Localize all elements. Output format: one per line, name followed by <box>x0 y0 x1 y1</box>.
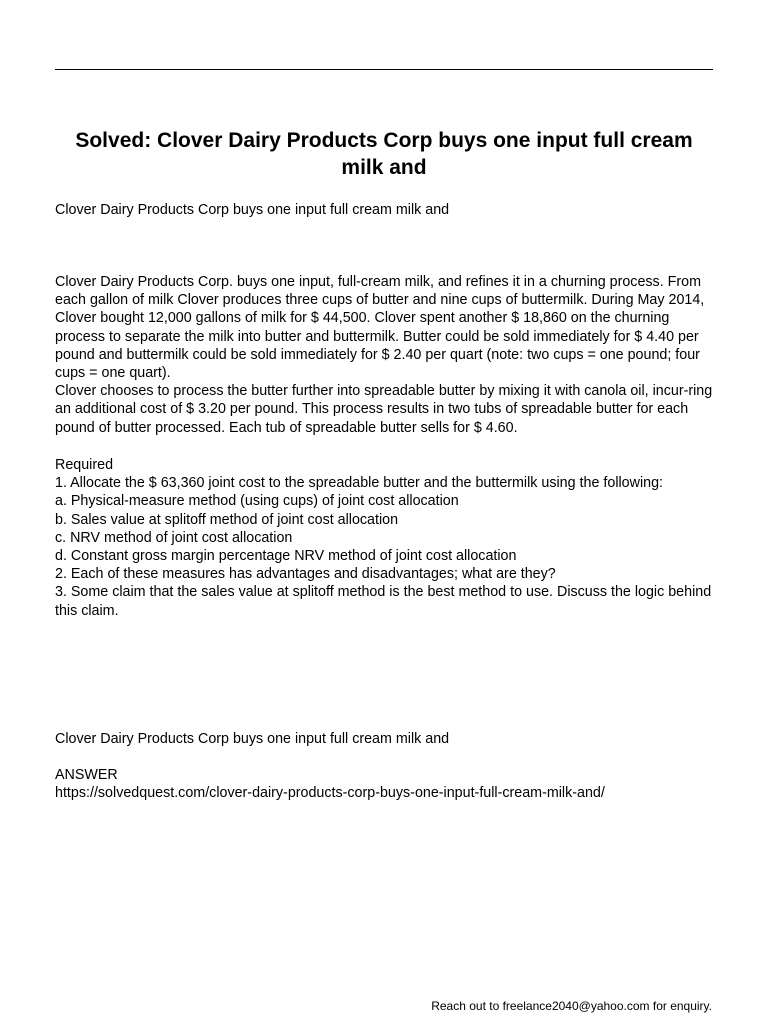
answer-link[interactable]: https://solvedquest.com/clover-dairy-products-corp-buys-one-input-full-cream-milk-and/ <box>55 785 605 801</box>
problem-statement <box>55 273 720 437</box>
required-item: d. Constant gross margin percentage NRV method of joint cost allocation <box>55 548 517 565</box>
problem-paragraph-2: Clover chooses to process the butter further into spreadable butter by mixing it with canola oil, incur-ring an additional cost of $ 3.20 per pound. This process results in two tubs of spreadable butter for each pound of butter processed. Each tub of spreadable butter sells for $ 4.60. <box>55 383 713 436</box>
answer-label: ANSWER <box>55 767 118 783</box>
required-item: a. Physical-measure method (using cups) of joint cost allocation <box>55 493 459 510</box>
required-section <box>55 456 720 620</box>
footer-contact: Reach out to freelance2040@yahoo.com for enquiry. <box>431 999 712 1013</box>
subtitle: Clover Dairy Products Corp buys one input full cream milk and <box>55 202 450 218</box>
required-item: 3. Some claim that the sales value at splitoff method is the best method to use. Discuss the logic behind this claim. <box>55 584 712 619</box>
required-item: c. NRV method of joint cost allocation <box>55 529 293 546</box>
required-item: 1. Allocate the $ 63,360 joint cost to the spreadable butter and the buttermilk using the following: <box>55 475 664 492</box>
problem-paragraph-1: Clover Dairy Products Corp. buys one input, full-cream milk, and refines it in a churning process. From each gallon of milk Clover produces three cups of butter and nine cups of buttermilk. During May 2014, Clover bought 12,000 gallons of milk for $ 44,500. Clover spent another $ 18,860 on the churning process to separate the milk into butter and buttermilk. Butter could be sold immediately for $ 4.40 per pound and buttermilk could be sold immediately for $ 2.40 per quart (note: two cups = one pound; four cups = one quart). <box>55 274 705 382</box>
required-heading: Required <box>55 457 114 473</box>
page-title: Solved: Clover Dairy Products Corp buys one input full cream milk and <box>75 129 693 179</box>
header-rule <box>55 69 713 70</box>
required-item: b. Sales value at splitoff method of joint cost allocation <box>55 511 399 528</box>
subtitle-repeat: Clover Dairy Products Corp buys one input full cream milk and <box>55 731 450 747</box>
required-item: 2. Each of these measures has advantages and disadvantages; what are they? <box>55 566 556 583</box>
